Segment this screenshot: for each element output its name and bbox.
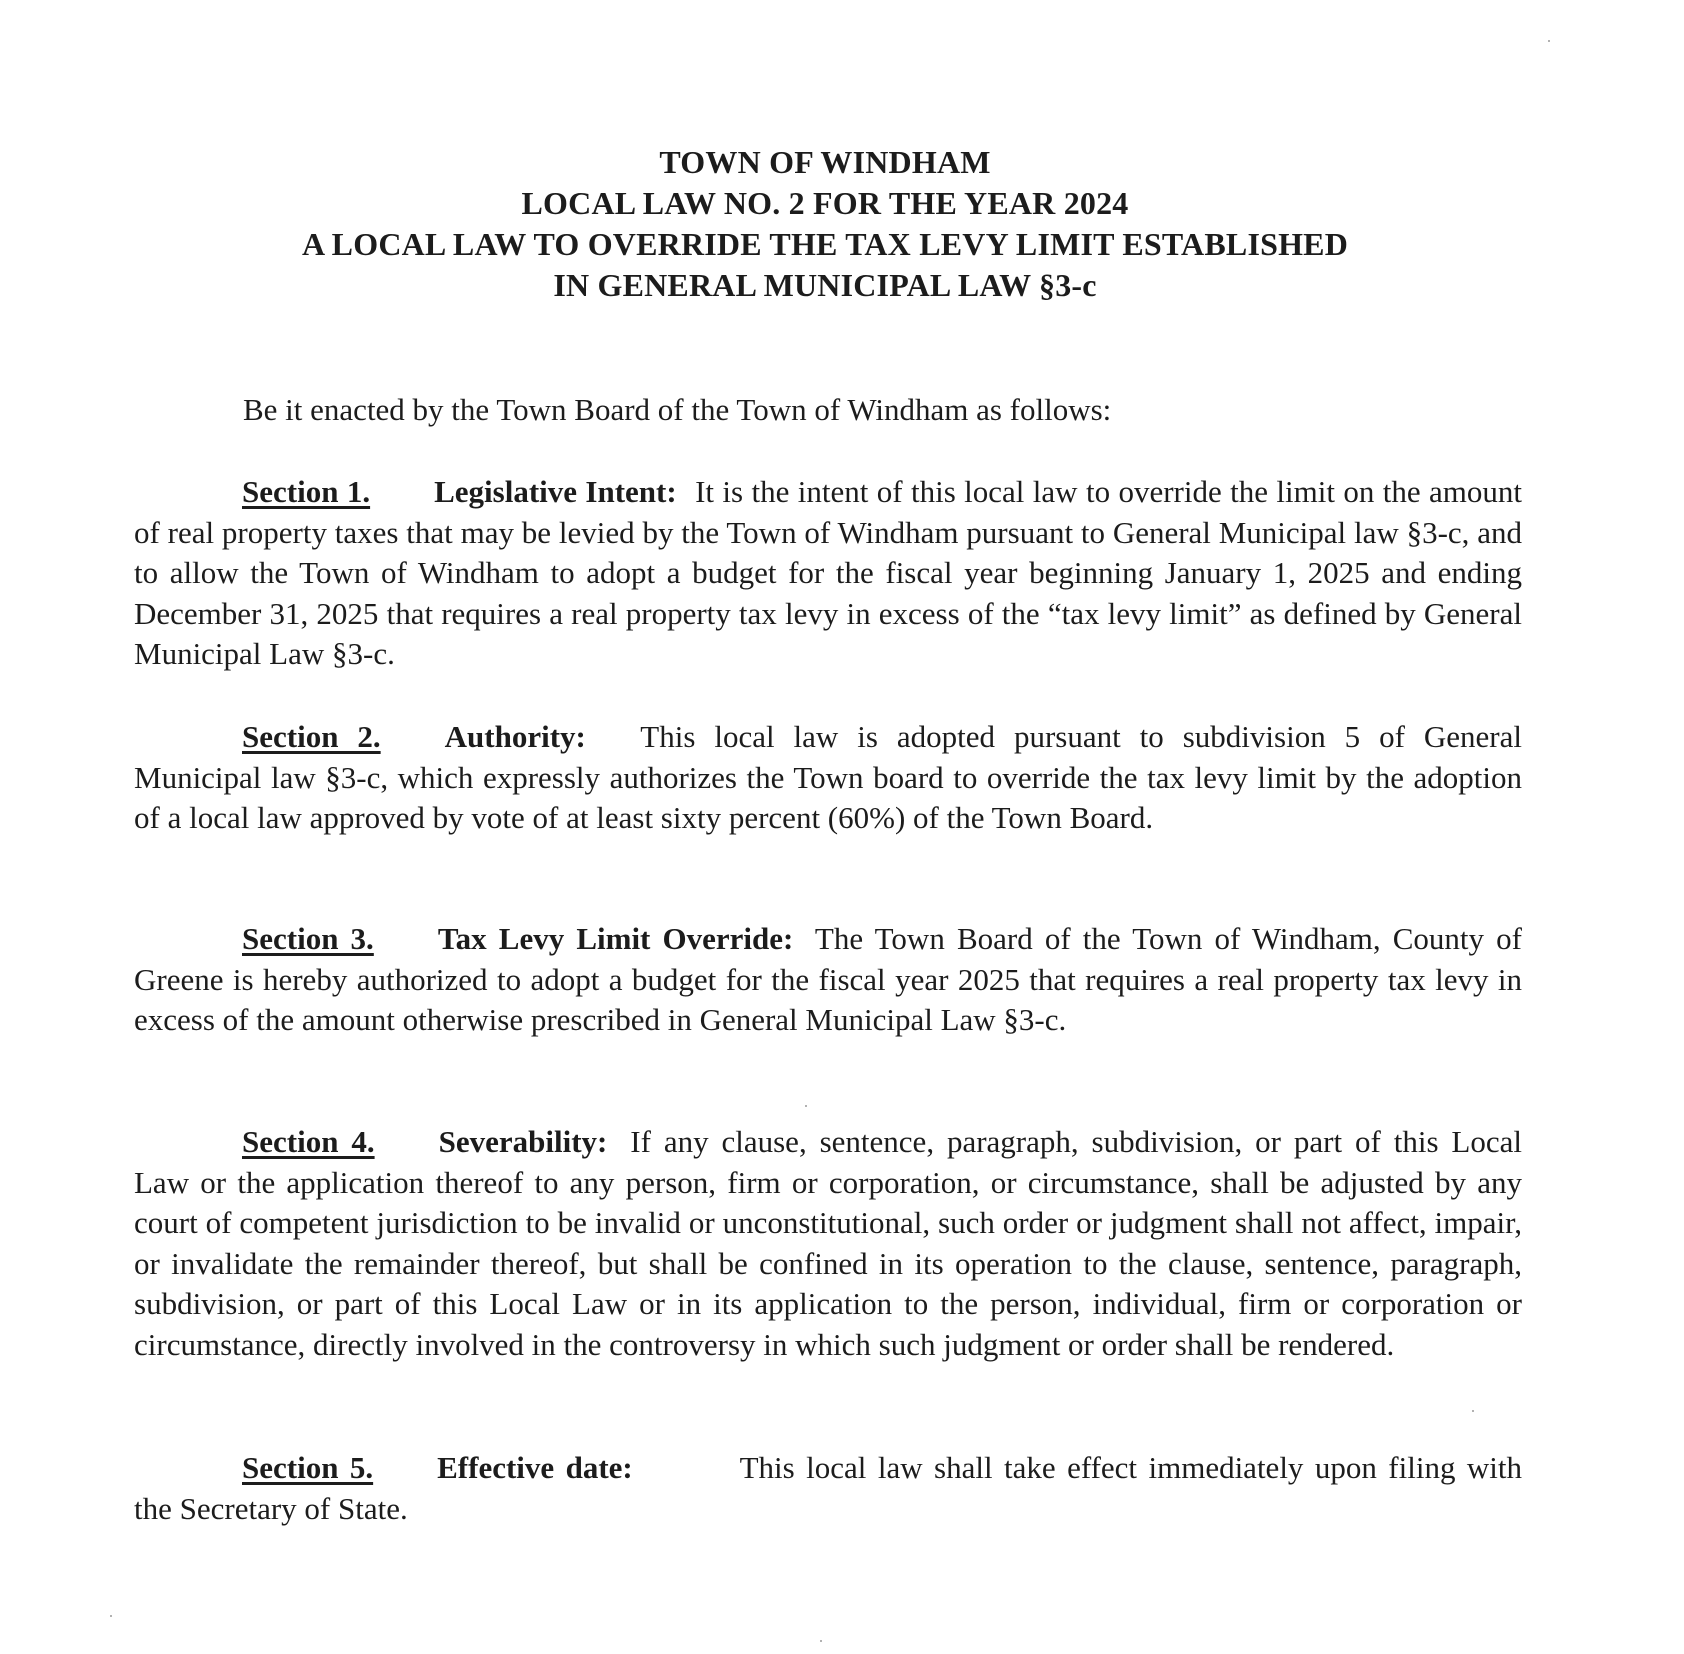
scan-speck	[1472, 1410, 1474, 1412]
scan-speck	[805, 1105, 807, 1107]
section-2	[134, 717, 1522, 839]
header-law-title: A LOCAL LAW TO OVERRIDE THE TAX LEVY LIMIT ESTABLISHED	[301, 226, 1349, 262]
section-5-label: Section 5.	[242, 1450, 374, 1485]
section-3	[134, 919, 1522, 1041]
section-2-label: Section 2.	[242, 719, 381, 754]
header-town-name: TOWN OF WINDHAM	[659, 144, 991, 180]
section-5-text: This local law shall take effect immediately upon filing with the Secretary of State.	[134, 1450, 1522, 1526]
header-law-subtitle: IN GENERAL MUNICIPAL LAW §3-c	[553, 267, 1097, 303]
section-4-title: Severability:	[438, 1124, 608, 1159]
scan-speck	[110, 1615, 112, 1617]
section-3-title: Tax Levy Limit Override:	[437, 921, 794, 956]
section-5-title: Effective date:	[437, 1450, 633, 1485]
section-2-text: This local law is adopted pursuant to subdivision 5 of General Municipal law §3-c, which expressly authorizes the Town board to override the tax levy limit by the adoption of a local law approved by vote of at least sixty percent (60%) of the Town Board.	[134, 719, 1522, 835]
enactment-clause: Be it enacted by the Town Board of the Town of Windham as follows:	[243, 392, 1112, 427]
section-3-text: The Town Board of the Town of Windham, County of Greene is hereby authorized to adopt a budget for the fiscal year 2025 that requires a real property tax levy in excess of the amount otherwise prescribed in General Municipal Law §3-c.	[134, 921, 1522, 1037]
document-header	[0, 142, 1650, 306]
section-3-label: Section 3.	[242, 921, 374, 956]
section-1-label: Section 1.	[242, 474, 371, 509]
section-1-title: Legislative Intent:	[434, 474, 677, 509]
section-4-label: Section 4.	[242, 1124, 375, 1159]
scan-speck	[1548, 40, 1550, 42]
section-4-text: If any clause, sentence, paragraph, subdivision, or part of this Local Law or the application thereof to any person, firm or corporation, or circumstance, shall be adjusted by any court of competent jurisdiction to be invalid or unconstitutional, such order or judgment shall not affect, impair, or invalidate the remainder thereof, but shall be confined in its operation to the clause, sentence, paragraph, subdivision, or part of this Local Law or in its application to the person, individual, firm or corporation or circumstance, directly involved in the controversy in which such judgment or order shall be rendered.	[134, 1124, 1523, 1362]
header-law-number: LOCAL LAW NO. 2 FOR THE YEAR 2024	[521, 185, 1129, 221]
section-1	[134, 472, 1522, 675]
section-5	[134, 1448, 1522, 1529]
section-4	[134, 1122, 1522, 1365]
scan-speck	[820, 1640, 822, 1642]
section-2-title: Authority:	[444, 719, 586, 754]
section-1-text: It is the intent of this local law to override the limit on the amount of real property taxes that may be levied by the Town of Windham pursuant to General Municipal law §3-c, and to allow the Town of Windham to adopt a budget for the fiscal year beginning January 1, 2025 and ending December 31, 2025 that requires a real property tax levy in excess of the “tax levy limit” as defined by General Municipal Law §3-c.	[134, 474, 1523, 671]
